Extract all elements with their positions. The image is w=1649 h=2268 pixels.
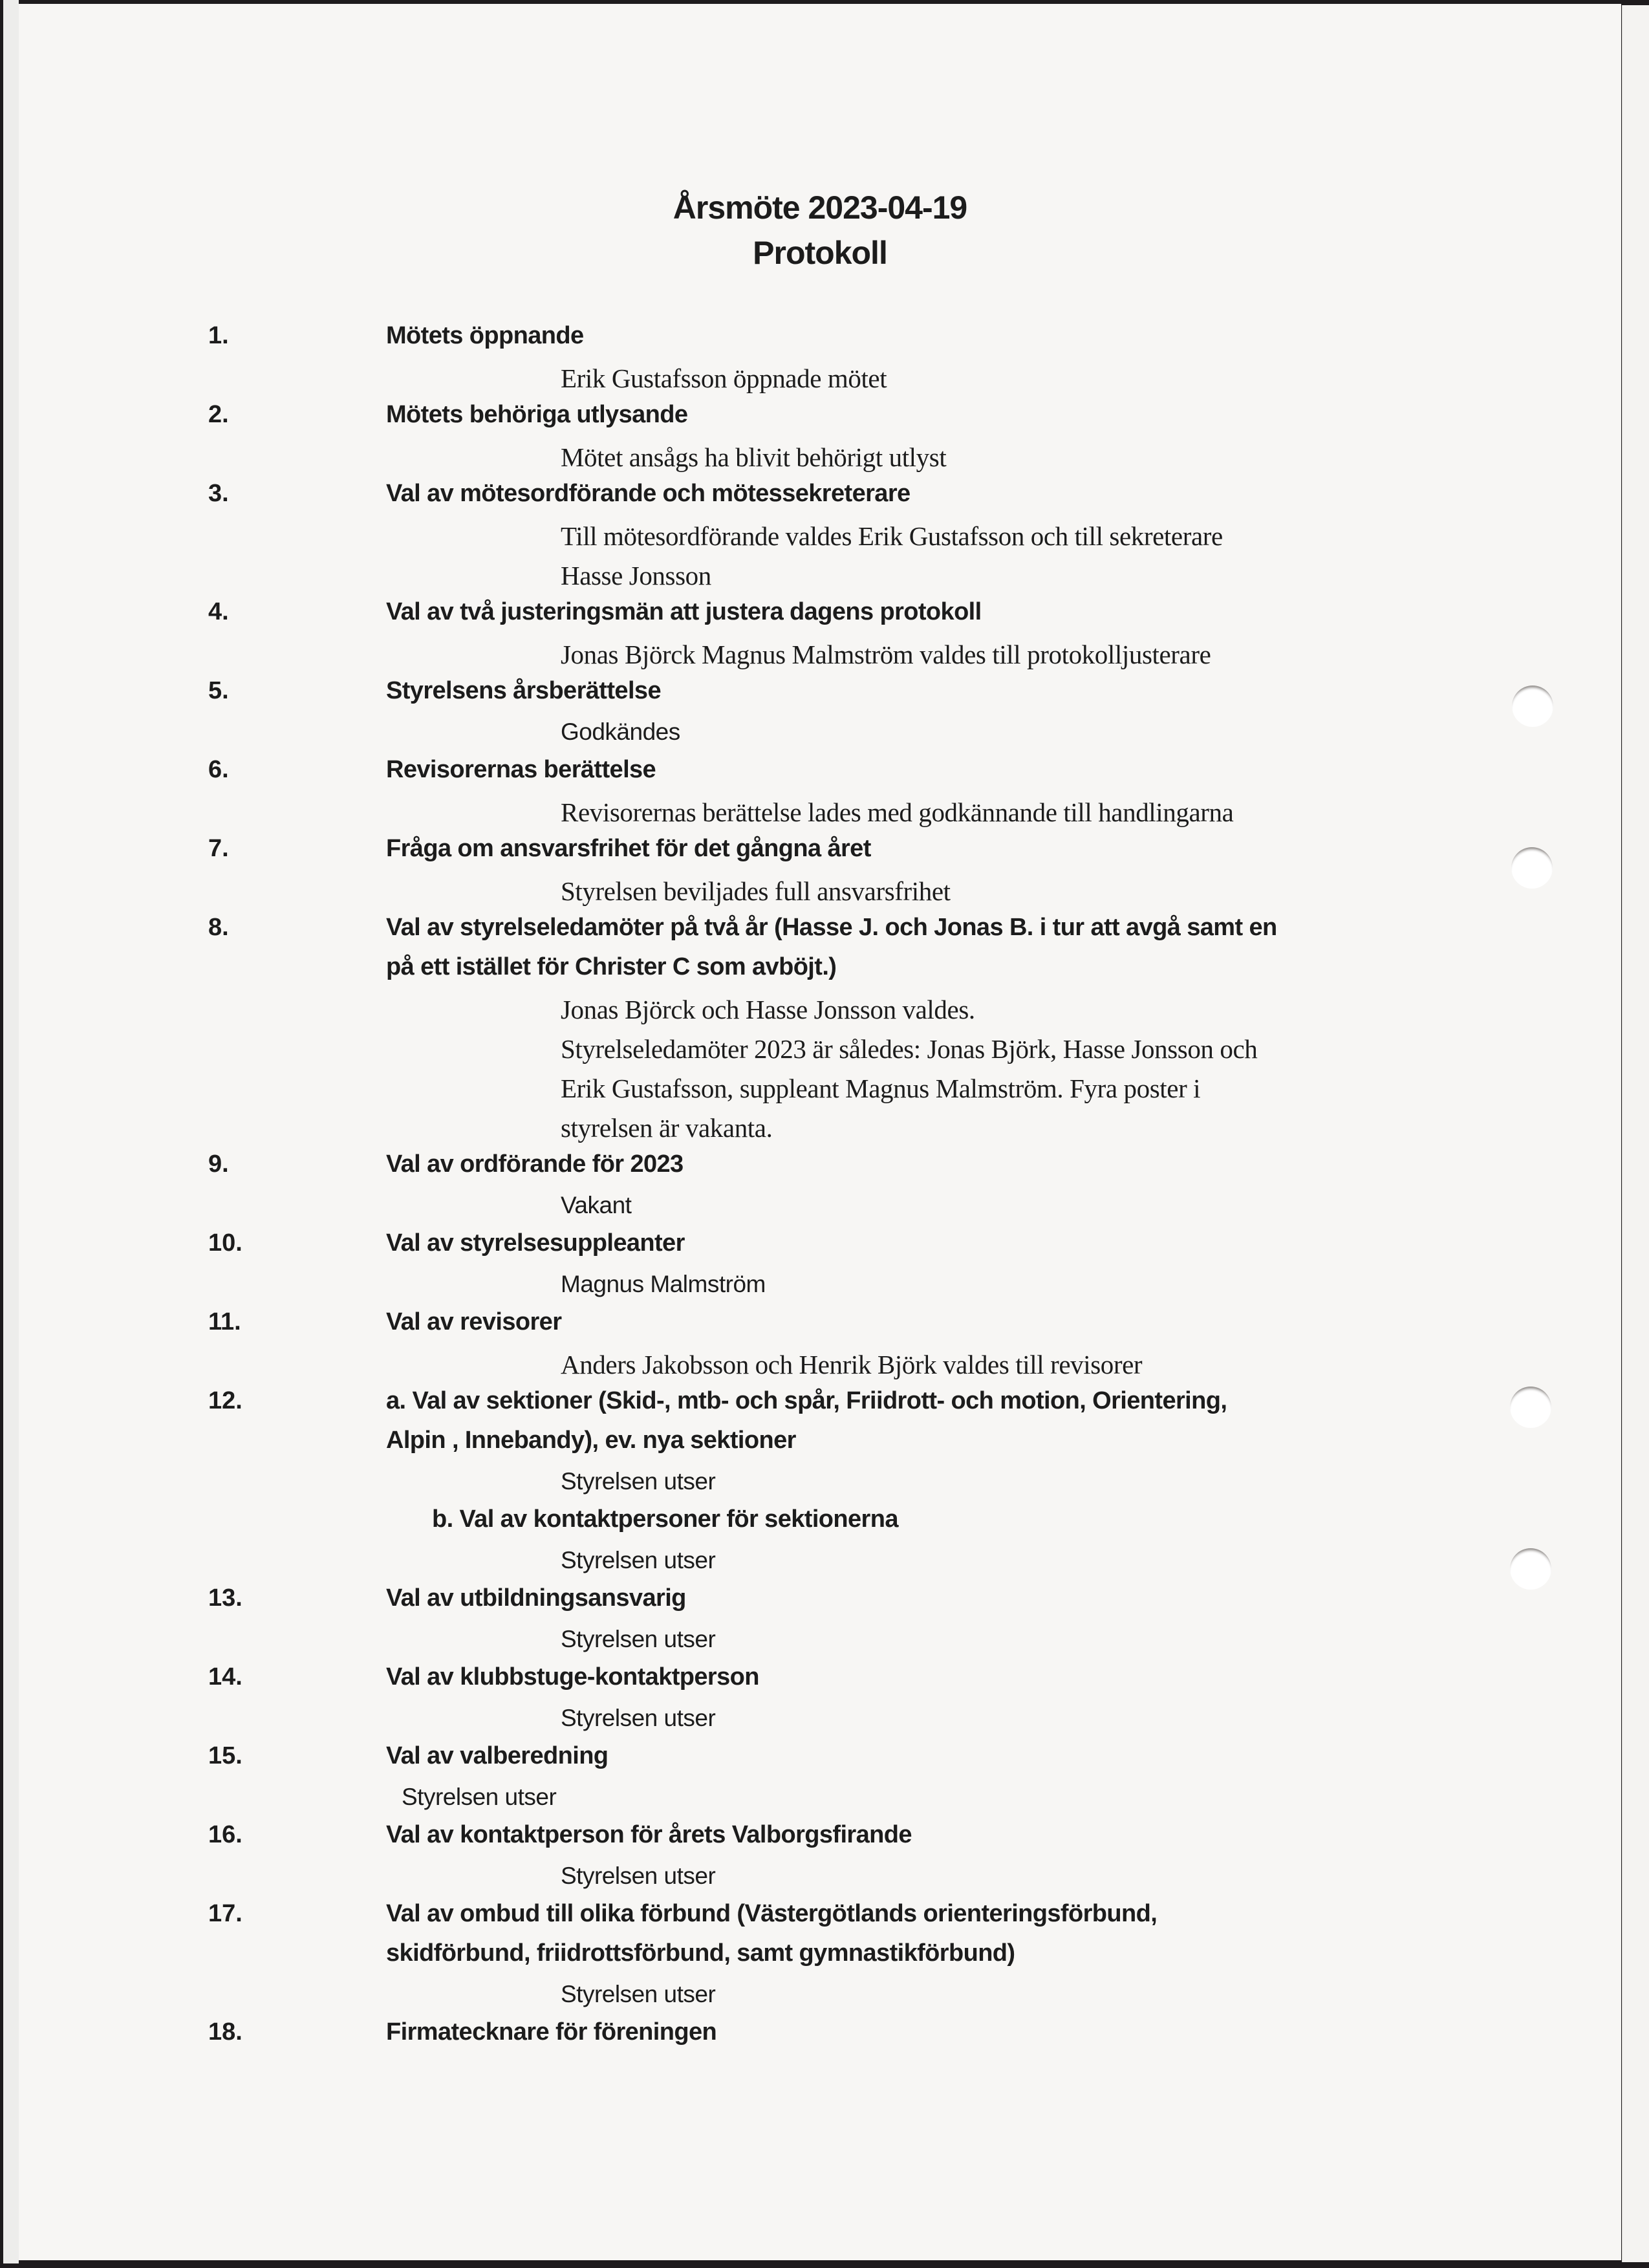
punch-hole bbox=[1511, 847, 1553, 889]
agenda-item-number: 10. bbox=[208, 1229, 242, 1257]
agenda-item-number: 17. bbox=[208, 1900, 242, 1927]
agenda-item-number: 13. bbox=[208, 1584, 242, 1612]
agenda-item-heading: Alpin , Innebandy), ev. nya sektioner bbox=[386, 1427, 796, 1454]
agenda-item-heading: Fråga om ansvarsfrihet för det gångna året bbox=[386, 835, 871, 862]
agenda-item-heading: Val av ombud till olika förbund (Västergötlands orienteringsförbund, bbox=[386, 1900, 1158, 1927]
agenda-item bbox=[19, 1819, 1621, 1897]
agenda-heading-line bbox=[19, 596, 1621, 635]
resolution-line bbox=[19, 1266, 1621, 1306]
agenda-item-number: 4. bbox=[208, 598, 229, 625]
resolution-text: Hasse Jonsson bbox=[561, 561, 711, 590]
resolution-line bbox=[19, 1700, 1621, 1740]
agenda-heading-line bbox=[19, 319, 1621, 359]
agenda-heading-line bbox=[19, 1897, 1621, 1937]
resolution-line bbox=[19, 1542, 1621, 1582]
agenda-heading-line bbox=[19, 1227, 1621, 1266]
document-subtitle: Protokoll bbox=[753, 235, 887, 271]
resolution-line bbox=[19, 1108, 1621, 1148]
agenda-heading-line bbox=[19, 477, 1621, 517]
agenda-item-heading: a. Val av sektioner (Skid-, mtb- och spår, Friidrott- och motion, Orientering, bbox=[386, 1387, 1227, 1414]
resolution-text: Vakant bbox=[561, 1192, 632, 1218]
agenda-item bbox=[19, 911, 1621, 1148]
agenda-item-number: 3. bbox=[208, 480, 229, 507]
agenda-item-heading: Val av styrelsesuppleanter bbox=[386, 1229, 685, 1257]
agenda-item-number: 7. bbox=[208, 835, 229, 862]
agenda-item-number: 18. bbox=[208, 2018, 242, 2046]
agenda-heading-line bbox=[19, 1937, 1621, 1976]
resolution-line bbox=[19, 1858, 1621, 1897]
agenda-item-heading: Firmatecknare för föreningen bbox=[386, 2018, 717, 2046]
agenda-item-heading: Val av kontaktperson för årets Valborgsfirande bbox=[386, 1821, 912, 1848]
agenda-item bbox=[19, 832, 1621, 911]
agenda-item-heading: Val av klubbstuge-kontaktperson bbox=[386, 1663, 759, 1690]
agenda-heading-line bbox=[19, 2016, 1621, 2055]
resolution-line bbox=[19, 872, 1621, 911]
agenda-heading-line bbox=[19, 951, 1621, 990]
agenda-item bbox=[19, 675, 1621, 753]
agenda-item bbox=[19, 596, 1621, 675]
agenda-item-number: 15. bbox=[208, 1742, 242, 1769]
resolution-line bbox=[19, 793, 1621, 832]
resolution-text: Erik Gustafsson, suppleant Magnus Malmström. Fyra poster i bbox=[561, 1074, 1201, 1103]
resolution-line bbox=[19, 517, 1621, 556]
resolution-text: Revisorernas berättelse lades med godkännande till handlingarna bbox=[561, 797, 1234, 827]
agenda-heading-line bbox=[19, 832, 1621, 872]
resolution-text: Anders Jakobsson och Henrik Björk valdes till revisorer bbox=[561, 1350, 1143, 1379]
agenda-item bbox=[19, 1148, 1621, 1227]
resolution-text: Styrelsen utser bbox=[561, 1981, 716, 2007]
agenda-item-heading: Mötets behöriga utlysande bbox=[386, 401, 688, 428]
resolution-text: Styrelseledamöter 2023 är således: Jonas Björk, Hasse Jonsson och bbox=[561, 1034, 1258, 1064]
resolution-text: Jonas Björck Magnus Malmström valdes till protokolljusterare bbox=[561, 640, 1211, 669]
resolution-text: Styrelsen utser bbox=[561, 1547, 716, 1573]
agenda-item-heading: skidförbund, friidrottsförbund, samt gymnastikförbund) bbox=[386, 1939, 1015, 1967]
agenda-item-number: 5. bbox=[208, 677, 229, 704]
punch-hole bbox=[1510, 1387, 1551, 1428]
resolution-text: Magnus Malmström bbox=[561, 1271, 766, 1297]
agenda-heading-line bbox=[19, 1582, 1621, 1621]
resolution-line bbox=[19, 1621, 1621, 1661]
resolution-line bbox=[19, 556, 1621, 596]
agenda-item-heading: Val av utbildningsansvarig bbox=[386, 1584, 686, 1612]
punch-hole bbox=[1510, 1548, 1551, 1590]
resolution-text: Styrelsen beviljades full ansvarsfrihet bbox=[561, 876, 951, 906]
agenda-subitem-line bbox=[19, 1503, 1621, 1542]
resolution-text: Till mötesordförande valdes Erik Gustafsson och till sekreterare bbox=[561, 521, 1223, 551]
resolution-line bbox=[19, 714, 1621, 753]
scanner-edge-right bbox=[1622, 5, 1649, 2262]
agenda-item-heading: Revisorernas berättelse bbox=[386, 756, 656, 783]
agenda-item-number: 16. bbox=[208, 1821, 242, 1848]
resolution-text: Erik Gustafsson öppnade mötet bbox=[561, 363, 887, 393]
resolution-line bbox=[19, 359, 1621, 398]
agenda-item-heading: Val av styrelseledamöter på två år (Hasse J. och Jonas B. i tur att avgå samt en bbox=[386, 914, 1277, 941]
agenda-item-number: 14. bbox=[208, 1663, 242, 1690]
agenda-item bbox=[19, 1227, 1621, 1306]
resolution-text: Styrelsen utser bbox=[402, 1784, 557, 1810]
resolution-text: styrelsen är vakanta. bbox=[561, 1113, 773, 1143]
agenda-item-number: 1. bbox=[208, 322, 229, 349]
agenda-item bbox=[19, 1740, 1621, 1819]
agenda-item bbox=[19, 319, 1621, 398]
agenda-item bbox=[19, 2016, 1621, 2055]
agenda-item bbox=[19, 1306, 1621, 1385]
punch-hole bbox=[1512, 686, 1553, 727]
document-title: Årsmöte 2023-04-19 bbox=[673, 189, 967, 226]
resolution-text: Godkändes bbox=[561, 718, 680, 745]
agenda-item-number: 12. bbox=[208, 1387, 242, 1414]
agenda-item bbox=[19, 1897, 1621, 2016]
agenda-heading-line bbox=[19, 1661, 1621, 1700]
resolution-line bbox=[19, 1030, 1621, 1069]
agenda-heading-line bbox=[19, 1424, 1621, 1463]
agenda-heading-line bbox=[19, 675, 1621, 714]
agenda-heading-line bbox=[19, 1385, 1621, 1424]
agenda-heading-line bbox=[19, 911, 1621, 951]
agenda-item bbox=[19, 1385, 1621, 1582]
resolution-text: Styrelsen utser bbox=[561, 1626, 716, 1652]
resolution-line bbox=[19, 1463, 1621, 1503]
resolution-line bbox=[19, 1976, 1621, 2016]
agenda-heading-line bbox=[19, 398, 1621, 438]
agenda-item-heading: Val av valberedning bbox=[386, 1742, 609, 1769]
agenda-heading-line bbox=[19, 1740, 1621, 1779]
resolution-line bbox=[19, 1345, 1621, 1385]
agenda-item bbox=[19, 398, 1621, 477]
agenda-item bbox=[19, 753, 1621, 832]
resolution-text: Mötet ansågs ha blivit behörigt utlyst bbox=[561, 442, 947, 472]
resolution-text: Styrelsen utser bbox=[561, 1468, 716, 1495]
agenda-item-heading: Val av ordförande för 2023 bbox=[386, 1150, 684, 1178]
document-page bbox=[19, 4, 1621, 2260]
agenda-list bbox=[19, 319, 1621, 2055]
agenda-item-number: 8. bbox=[208, 914, 229, 941]
resolution-line bbox=[19, 990, 1621, 1030]
agenda-item bbox=[19, 477, 1621, 596]
agenda-heading-line bbox=[19, 1148, 1621, 1187]
agenda-item-heading: på ett istället för Christer C som avböjt.) bbox=[386, 953, 837, 980]
resolution-text: Jonas Björck och Hasse Jonsson valdes. bbox=[561, 995, 975, 1024]
resolution-line bbox=[19, 1187, 1621, 1227]
agenda-heading-line bbox=[19, 753, 1621, 793]
agenda-item-heading: Val av revisorer bbox=[386, 1308, 562, 1335]
agenda-subitem-heading: b. Val av kontaktpersoner för sektionerna bbox=[432, 1506, 898, 1533]
resolution-text: Styrelsen utser bbox=[561, 1705, 716, 1731]
agenda-heading-line bbox=[19, 1306, 1621, 1345]
agenda-item-number: 9. bbox=[208, 1150, 229, 1178]
agenda-item-heading: Mötets öppnande bbox=[386, 322, 584, 349]
agenda-heading-line bbox=[19, 1819, 1621, 1858]
agenda-item-number: 6. bbox=[208, 756, 229, 783]
resolution-line bbox=[19, 438, 1621, 477]
resolution-line bbox=[19, 1069, 1621, 1108]
resolution-line bbox=[19, 635, 1621, 675]
agenda-item-heading: Val av två justeringsmän att justera dagens protokoll bbox=[386, 598, 982, 625]
scanner-edge-left bbox=[3, 0, 19, 2263]
title-block bbox=[19, 185, 1621, 275]
resolution-line bbox=[19, 1779, 1621, 1819]
agenda-item-number: 2. bbox=[208, 401, 229, 428]
resolution-text: Styrelsen utser bbox=[561, 1863, 716, 1889]
agenda-item-heading: Val av mötesordförande och mötessekreterare bbox=[386, 480, 911, 507]
agenda-item bbox=[19, 1661, 1621, 1740]
agenda-item bbox=[19, 1582, 1621, 1661]
agenda-item-heading: Styrelsens årsberättelse bbox=[386, 677, 661, 704]
agenda-item-number: 11. bbox=[208, 1308, 241, 1335]
